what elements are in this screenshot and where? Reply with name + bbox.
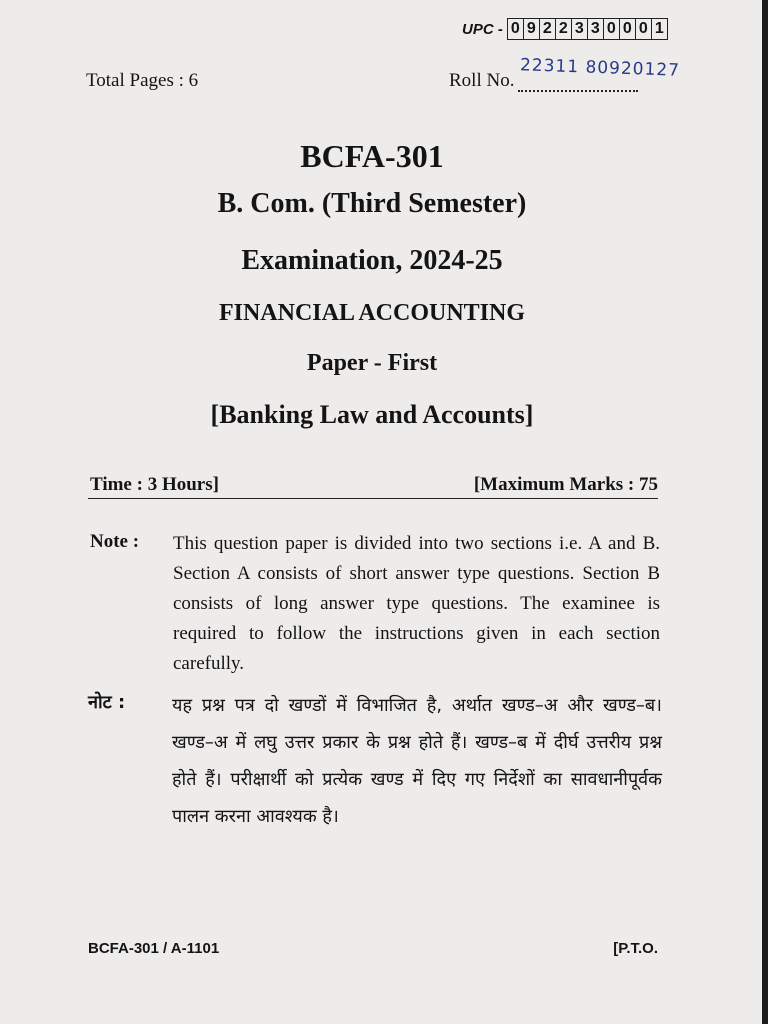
note-label: Note :: [90, 531, 140, 552]
total-pages: Total Pages : 6: [86, 70, 199, 91]
roll-number-handwritten: 22311 80920127: [520, 55, 681, 81]
upc-digit-boxes: [507, 18, 668, 40]
upc-label: UPC -: [462, 20, 503, 38]
footer-pto: [P.T.O.: [613, 940, 658, 957]
course-name: B. Com. (Third Semester): [217, 188, 527, 219]
roll-number: [449, 55, 681, 92]
scan-edge: [762, 0, 768, 1024]
upc-digit: 2: [539, 19, 555, 39]
footer-paper-code: BCFA-301 / A-1101: [88, 940, 220, 957]
note-text: This question paper is divided into two sections i.e. A and B. Section A consists of short answer type questions. Section B consists of long answer type questions. The examinee is required to follow the instructions given in each section carefully.: [173, 533, 660, 674]
roll-label: Roll No.: [449, 70, 515, 91]
roll-number-field: [518, 55, 681, 92]
upc-digit: 0: [510, 20, 520, 37]
upc-digit: 1: [651, 19, 667, 39]
time-allowed: Time : 3 Hours]: [90, 474, 219, 495]
upc-digit: 2: [555, 19, 571, 39]
subject-name: FINANCIAL ACCOUNTING: [218, 300, 526, 326]
upc-digit: 0: [603, 19, 619, 39]
divider: [88, 498, 658, 499]
upc-digit: 3: [587, 19, 603, 39]
note-label-hindi: नोट :: [88, 692, 126, 713]
upc-digit: 0: [619, 19, 635, 39]
paper-topic: [Banking Law and Accounts]: [210, 400, 534, 429]
upc-digit: 0: [635, 19, 651, 39]
paper-code: BCFA-301: [300, 138, 444, 174]
note-text-hindi: यह प्रश्न पत्र दो खण्डों में विभाजित है, अर्थात खण्ड–अ और खण्ड–ब। खण्ड–अ में लघु उत्तर प्रकार के प्रश्न होते हैं। खण्ड–ब में दीर्घ उत्तरीय प्रश्न होते हैं। परीक्षार्थी को प्रत्येक खण्ड में दिए गए निर्देशों का सावधानीपूर्वक पालन करना आवश्यक है।: [172, 695, 662, 827]
upc-code: [462, 18, 668, 40]
upc-digit: 3: [571, 19, 587, 39]
maximum-marks: [Maximum Marks : 75: [473, 474, 658, 495]
upc-digit: 9: [523, 19, 539, 39]
paper-number: Paper - First: [306, 350, 438, 376]
exam-session: Examination, 2024-25: [241, 245, 503, 276]
